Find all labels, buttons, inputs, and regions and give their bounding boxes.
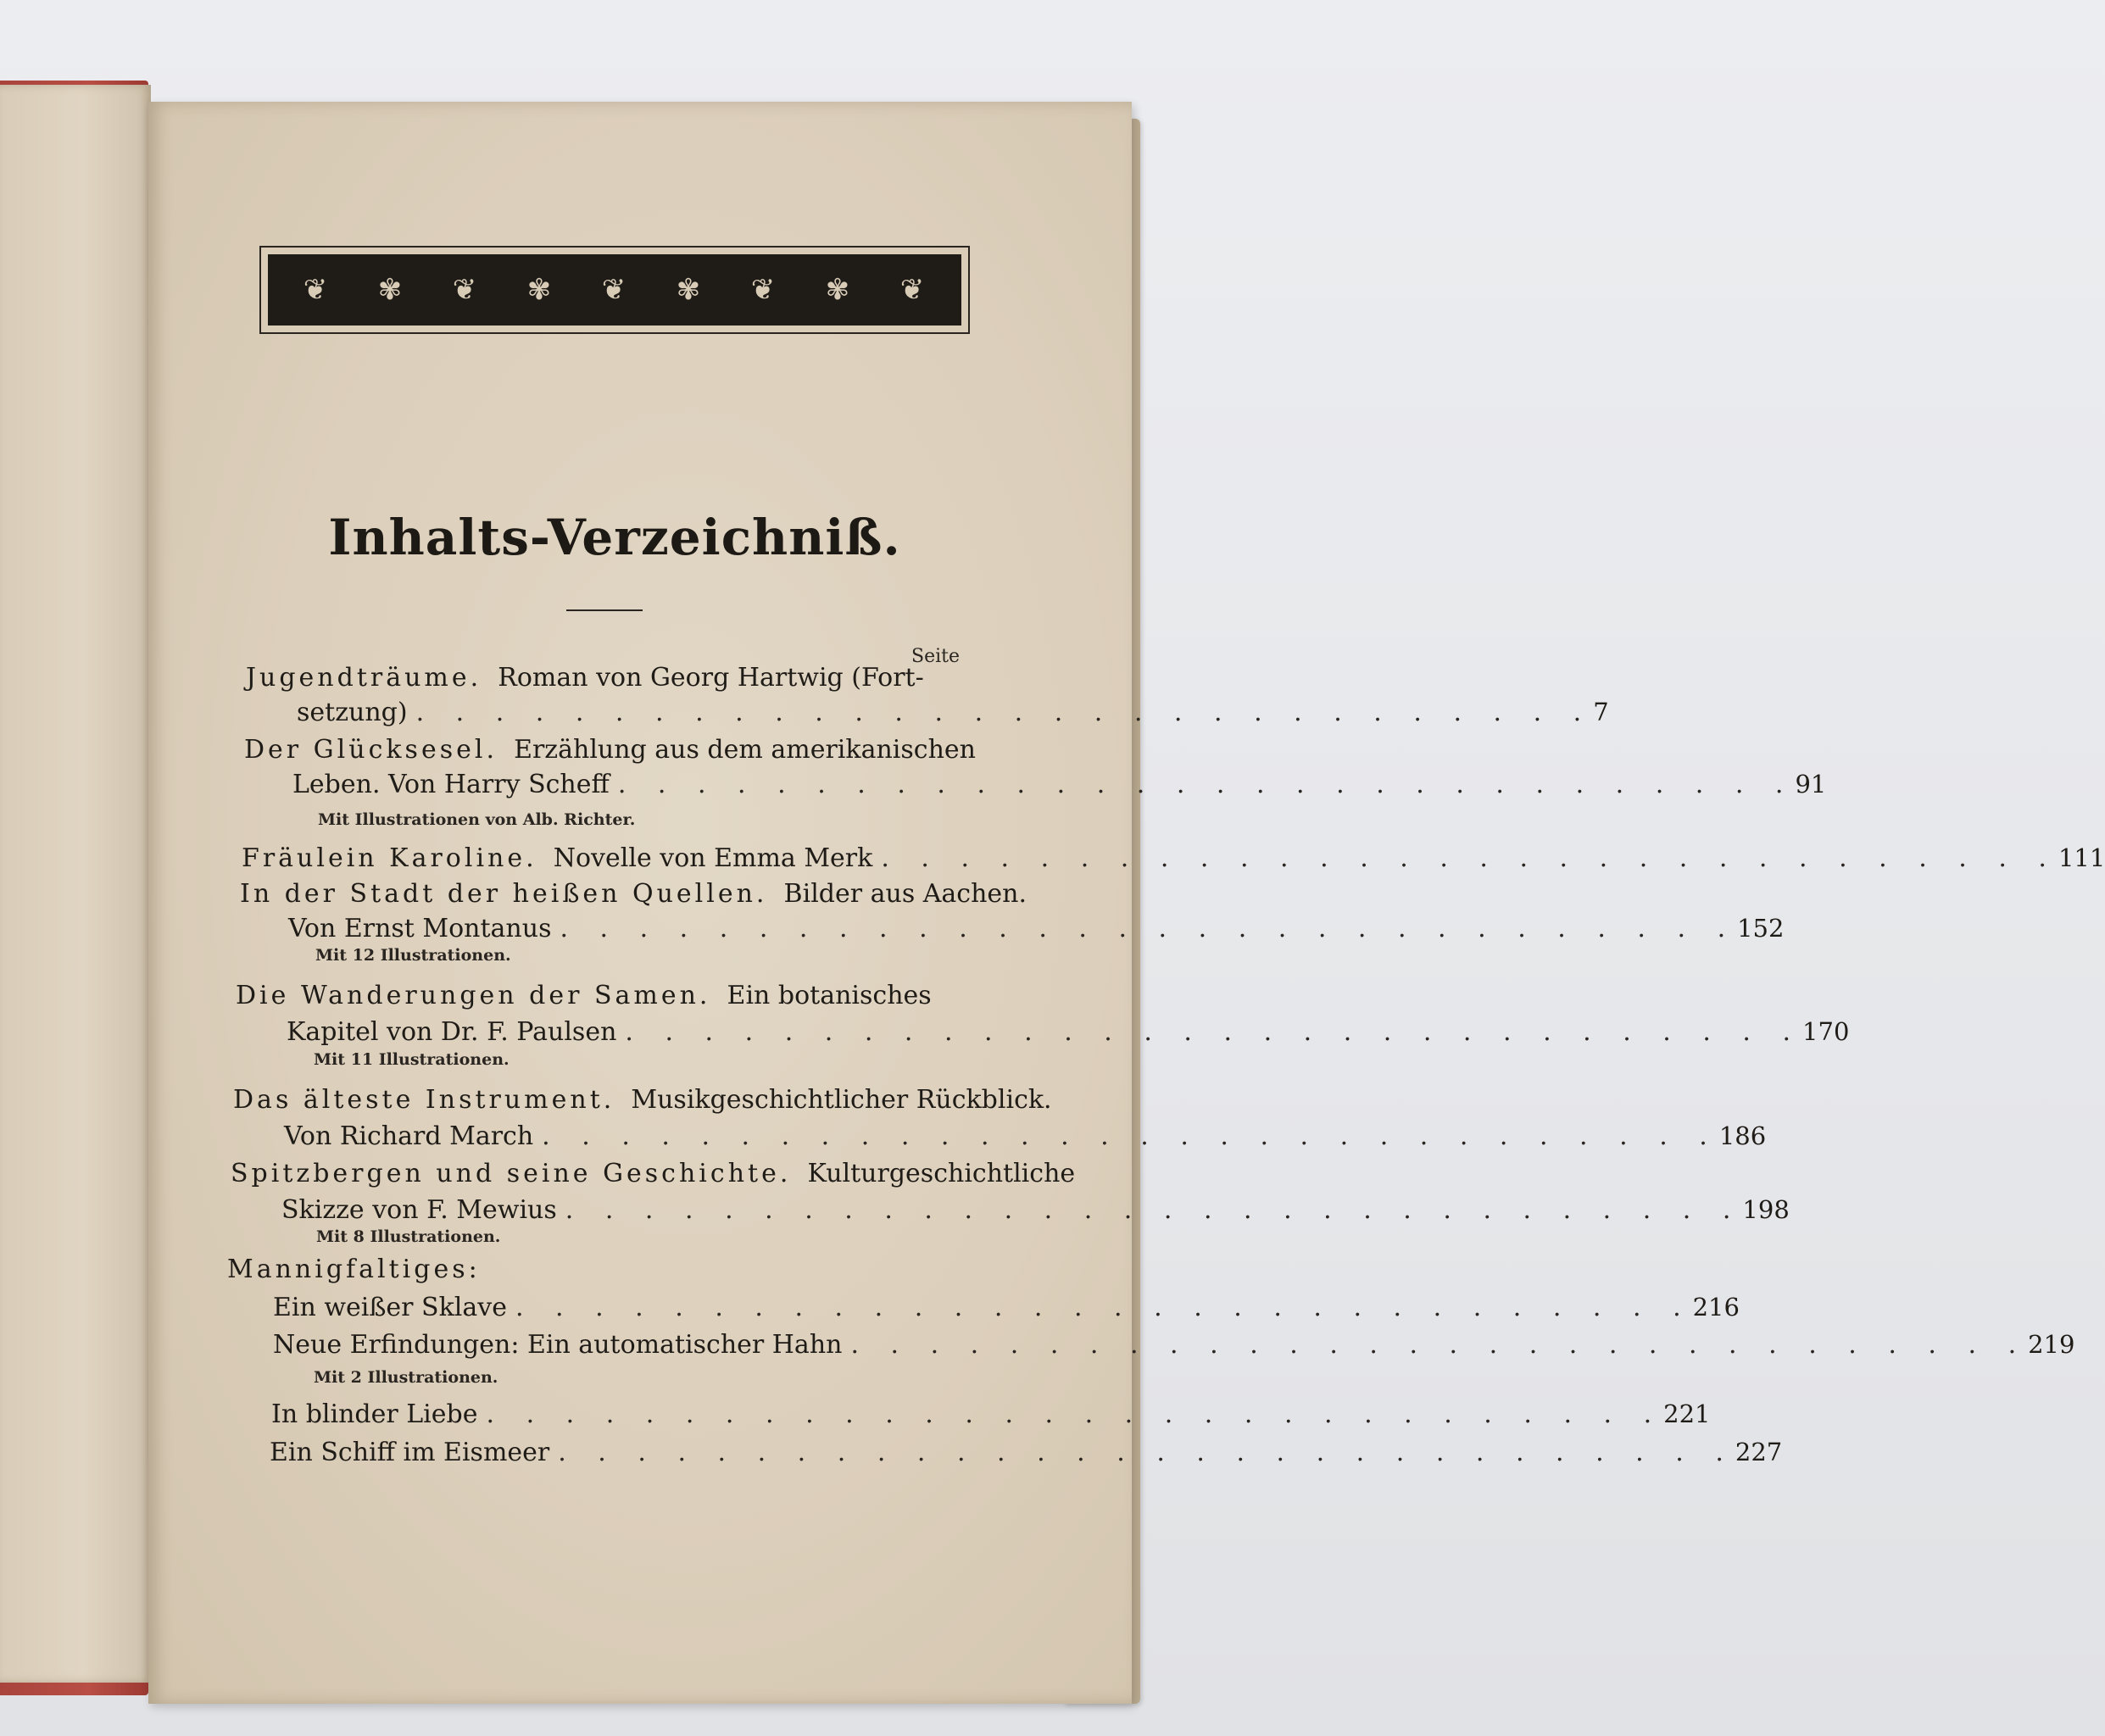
dot-leader: . . . . . . . . . . . . . . . . . . . . . . . . . . . . . .	[515, 1293, 1693, 1322]
toc-entry-line	[273, 1327, 2075, 1362]
toc-page-number: 216	[1692, 1293, 1740, 1321]
dot-leader: . . . . . . . . . . . . . . . . . . . . . . . . . . . . . .	[850, 1330, 2029, 1360]
ornament-motif-icon: ❦	[303, 273, 330, 307]
toc-entry-line	[281, 1193, 1790, 1227]
toc-entry-line	[292, 767, 1827, 802]
toc-entry-heading	[246, 661, 924, 695]
toc-page-number: 198	[1742, 1195, 1790, 1224]
toc-illustration-note: Mit 8 Illustrationen.	[316, 1227, 501, 1246]
toc-entry-text: Erzählung aus dem amerikanischen	[514, 735, 976, 765]
toc-entry-heading	[233, 1083, 1052, 1117]
toc-page-number: 219	[2028, 1330, 2075, 1359]
dot-leader: . . . . . . . . . . . . . . . . . . . . . . . . . . . . . .	[881, 843, 2058, 873]
toc-entry-title: Jugendträume.	[246, 663, 482, 693]
toc-entry-title: Spitzbergen und seine Geschichte.	[231, 1159, 792, 1188]
toc-entry-title: In der Stadt der heißen Quellen.	[240, 879, 768, 909]
dot-leader: . . . . . . . . . . . . . . . . . . . . . . . . . . . . . .	[617, 770, 1796, 799]
toc-page-number: 152	[1737, 914, 1785, 943]
toc-entry-title: Der Glücksesel.	[244, 735, 498, 765]
dot-leader: . . . . . . . . . . . . . . . . . . . . . . . . . . . . . .	[560, 914, 1738, 943]
toc-page-number: 7	[1593, 698, 1609, 726]
toc-entry-text: setzung)	[297, 698, 408, 727]
toc-entry-title: Die Wanderungen der Samen.	[236, 981, 711, 1010]
toc-illustration-note: Mit 11 Illustrationen.	[314, 1050, 510, 1069]
toc-entry-heading	[231, 1157, 1076, 1191]
toc-illustration-note: Mit 12 Illustrationen.	[315, 946, 511, 965]
toc-entry-text: Von Ernst Montanus	[288, 914, 552, 943]
dot-leader: . . . . . . . . . . . . . . . . . . . . . . . . . . . . . .	[415, 698, 1594, 727]
toc-entry-title: Fräulein Karoline.	[242, 843, 537, 873]
toc-entry-line	[288, 911, 1785, 946]
page-title: Inhalts-Verzeichniß.	[328, 509, 901, 566]
ornament-motif-icon: ✾	[526, 273, 554, 307]
toc-entry-text: Roman von Georg Hartwig (Fort-	[498, 663, 924, 693]
ornament-motif-icon: ❦	[452, 273, 479, 307]
toc-entry-text: Kapitel von Dr. F. Paulsen	[287, 1017, 617, 1047]
toc-illustration-note: Mit Illustrationen von Alb. Richter.	[318, 810, 636, 829]
toc-entry-line	[297, 695, 1609, 730]
toc-page-number: 227	[1735, 1438, 1783, 1466]
toc-entry-text: In blinder Liebe	[271, 1399, 478, 1429]
toc-entry-line	[284, 1119, 1767, 1154]
dot-leader: . . . . . . . . . . . . . . . . . . . . . . . . . . . . . .	[558, 1438, 1735, 1467]
toc-entry-title: Das älteste Instrument.	[233, 1085, 615, 1115]
toc-illustration-note: Mit 2 Illustrationen.	[314, 1368, 498, 1387]
ornament-motif-icon: ✾	[825, 273, 852, 307]
dot-leader: . . . . . . . . . . . . . . . . . . . . . . . . . . . . . .	[565, 1195, 1743, 1225]
toc-entry-text: Ein Schiff im Eismeer	[270, 1438, 550, 1467]
toc-entry-heading	[236, 979, 932, 1013]
toc-entry-text: Neue Erfindungen: Ein automatischer Hahn	[273, 1330, 843, 1360]
toc-entry-line	[273, 1290, 1740, 1325]
toc-page-number: 91	[1795, 770, 1827, 798]
toc-entry-line	[270, 1435, 1783, 1470]
toc-entry-text: Ein weißer Sklave	[273, 1293, 507, 1322]
ornament-motif-icon: ❦	[899, 273, 927, 307]
ornament-motif-icon: ✾	[676, 273, 703, 307]
toc-entry-heading	[240, 877, 1027, 911]
toc-entry-line	[271, 1397, 1711, 1432]
toc-entry-text: Von Richard March	[284, 1121, 534, 1151]
ornament-motif-icon: ✾	[377, 273, 404, 307]
toc-page-number: 111	[2058, 843, 2105, 872]
toc-entry-text: Bilder aus Aachen.	[783, 879, 1027, 909]
toc-entry-heading	[244, 733, 976, 767]
toc-page-number: 221	[1663, 1399, 1711, 1428]
toc-section-heading	[227, 1253, 481, 1287]
dot-leader: . . . . . . . . . . . . . . . . . . . . . . . . . . . . . .	[625, 1017, 1803, 1047]
toc-entry-text: Leben. Von Harry Scheff	[292, 770, 610, 799]
toc-entry-text: Skizze von F. Mewius	[281, 1195, 557, 1225]
dot-leader: . . . . . . . . . . . . . . . . . . . . . . . . . . . . . .	[486, 1399, 1664, 1429]
page-column-label: Seite	[911, 646, 960, 667]
toc-entry-text: Kulturgeschichtliche	[807, 1159, 1076, 1188]
ornament-motif-icon: ❦	[750, 273, 777, 307]
toc-page-number: 186	[1718, 1121, 1767, 1150]
toc-entry-text: Novelle von Emma Merk	[553, 843, 873, 873]
ornament-motif-icon: ❦	[601, 273, 628, 307]
toc-section-title: Mannigfaltiges:	[227, 1255, 481, 1284]
toc-entry-text: Ein botanisches	[727, 981, 932, 1010]
toc-page-number: 170	[1802, 1017, 1850, 1046]
toc-entry-line	[242, 841, 2105, 876]
dot-leader: . . . . . . . . . . . . . . . . . . . . . . . . . . . . . .	[542, 1121, 1719, 1151]
toc-entry-text: Musikgeschichtlicher Rückblick.	[631, 1085, 1052, 1115]
toc-entry-line	[287, 1015, 1850, 1049]
